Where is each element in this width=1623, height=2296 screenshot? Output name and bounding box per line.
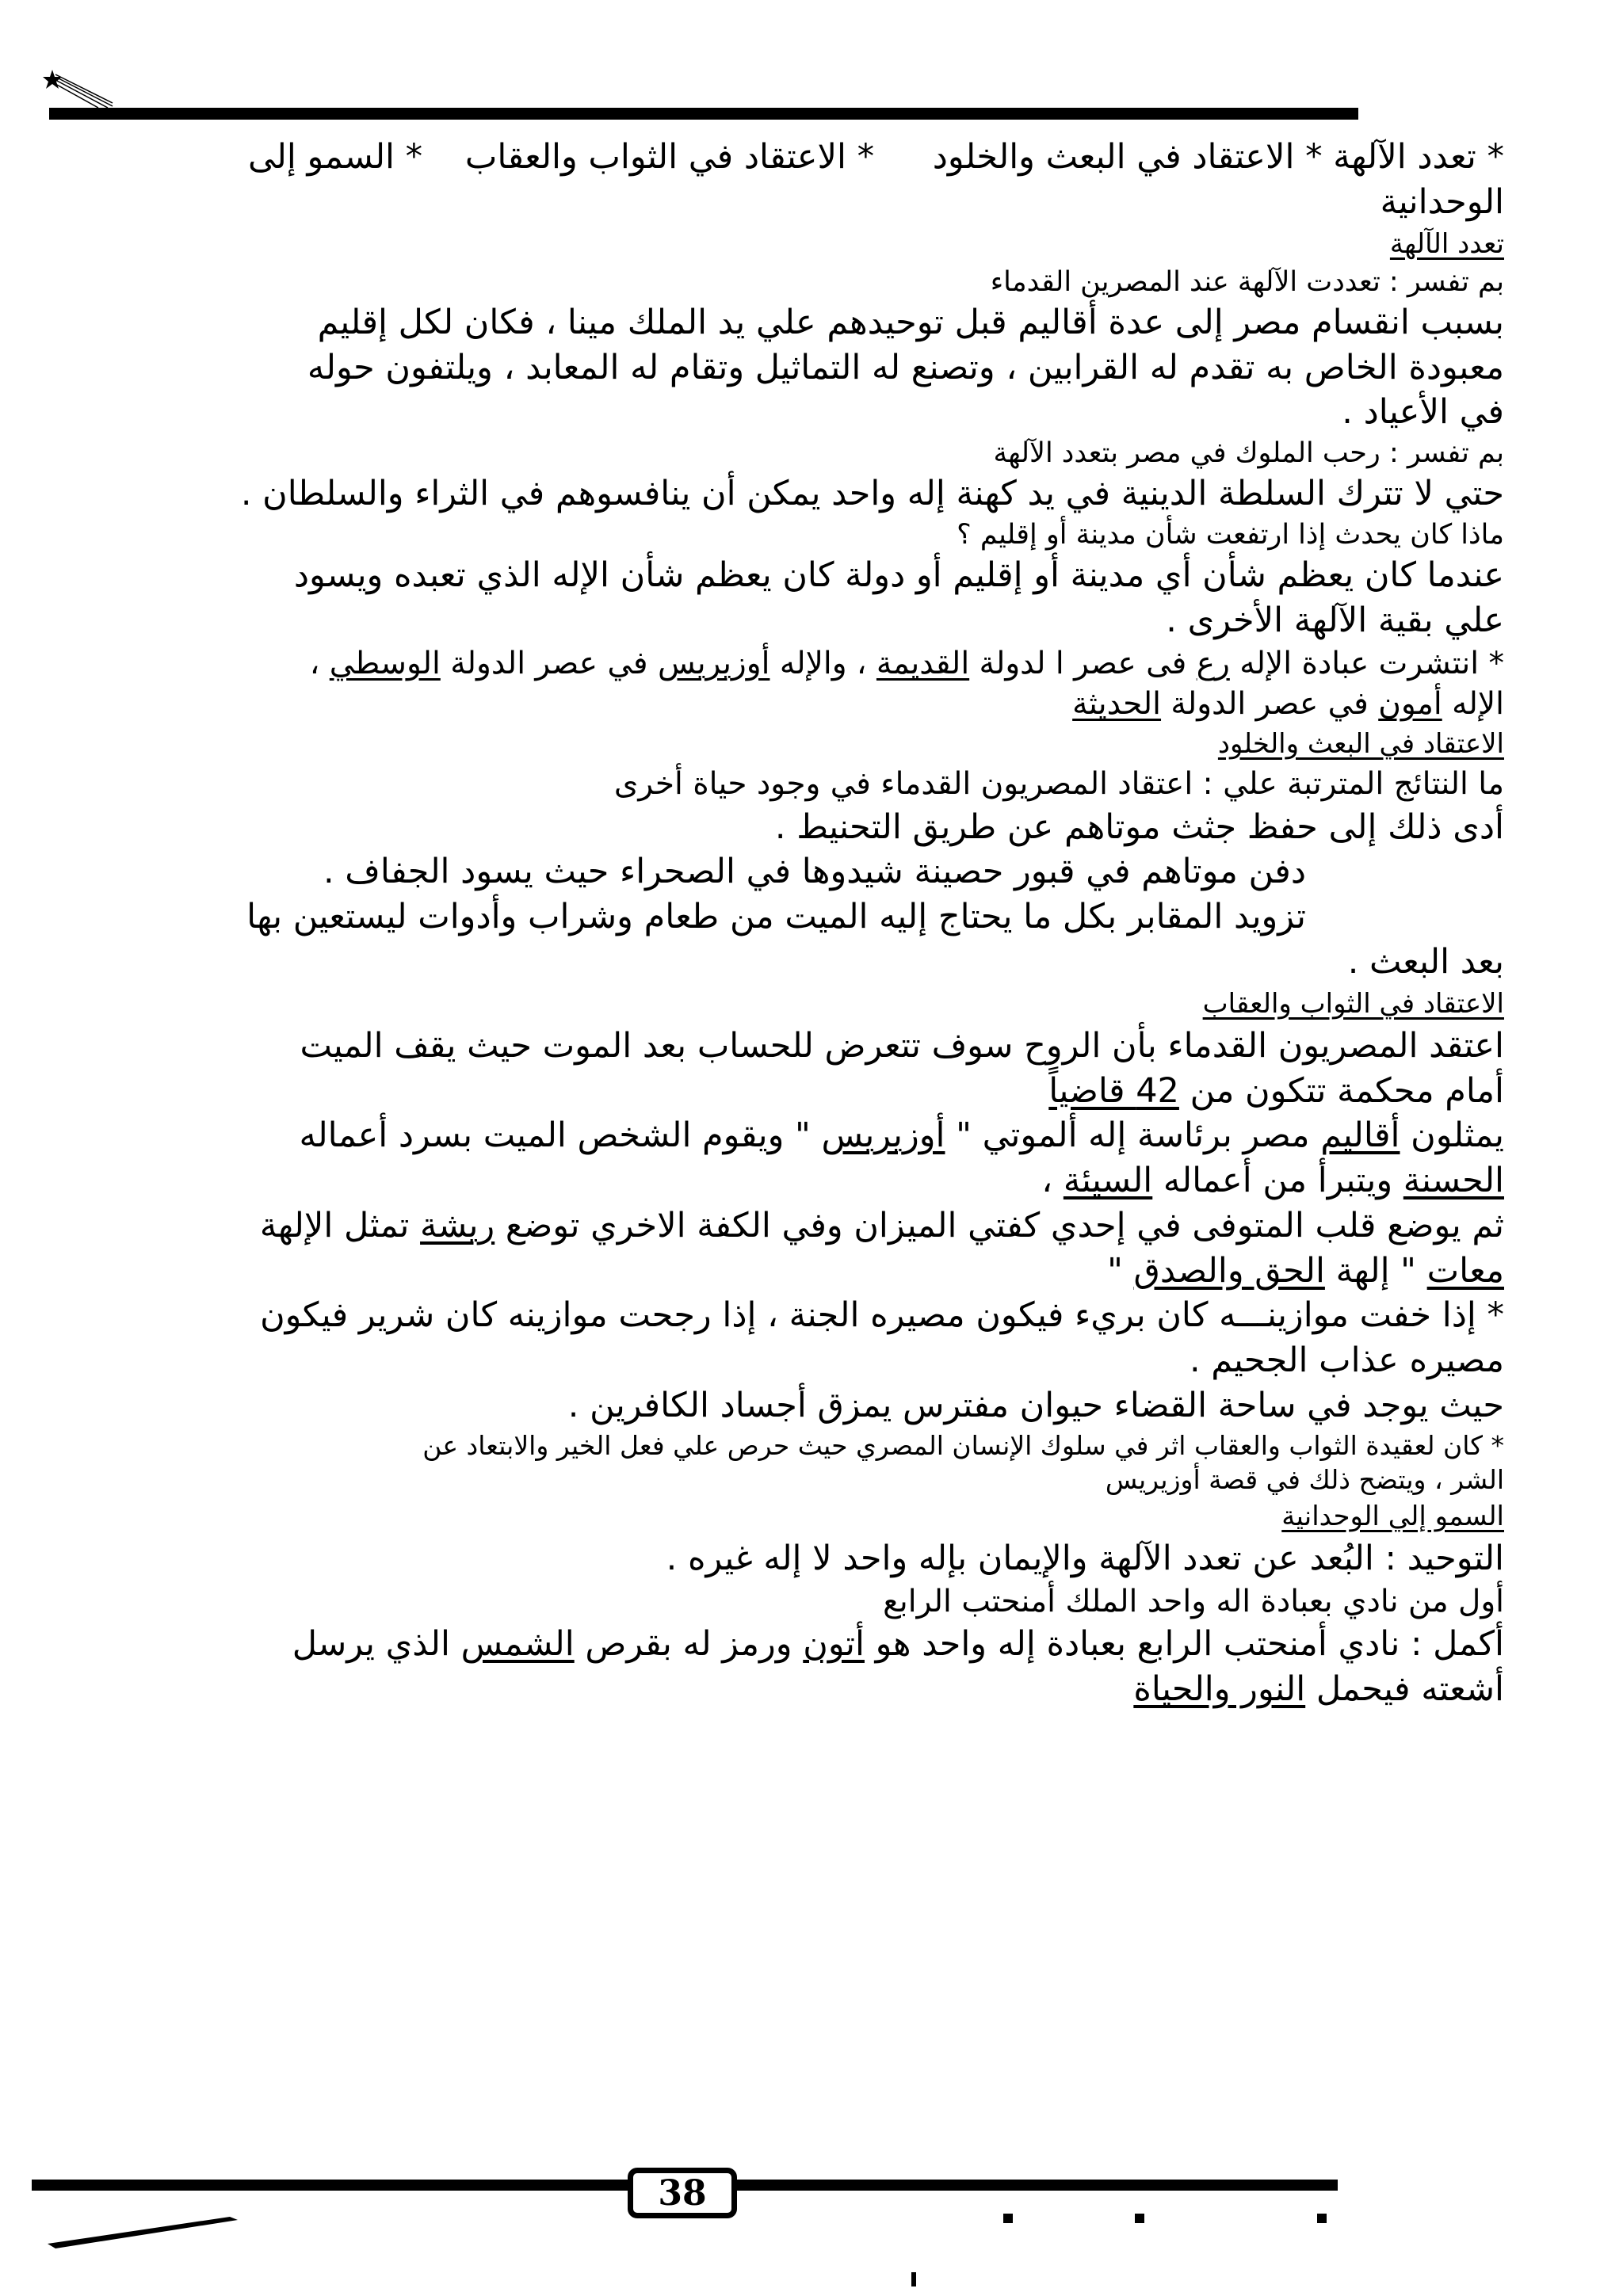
- body-line: معات " إلهة الحق والصدق ": [1107, 1250, 1504, 1291]
- term-new-kingdom: الحديثة: [1072, 686, 1162, 723]
- top-divider: [49, 108, 1358, 120]
- term-light-life: النور والحياة: [1133, 1669, 1306, 1709]
- body-line: * إذا خفت موازينـــه كان بريء فيكون مصيره الجنة ، إذا رجحت موازينه كان شرير فيكون: [260, 1295, 1504, 1336]
- footer-dot: [911, 2272, 916, 2286]
- question: ماذا كان يحدث إذا ارتفعت شأن مدينة أو إقليم ؟: [957, 519, 1504, 551]
- body-line: التوحيد : البُعد عن تعدد الآلهة والإيمان بإله واحد لا إله غيره .: [666, 1539, 1504, 1578]
- intro-topics: [119, 135, 1504, 180]
- body-line: أشعته فيحمل النور والحياة: [1133, 1669, 1504, 1709]
- term-sun: الشمس: [460, 1624, 575, 1665]
- judges-count: 42 قاضياً: [1048, 1070, 1179, 1111]
- body-line: أكمل : نادي أمنحتب الرابع بعبادة إله واحد هو أتون ورمز له بقرص الشمس الذي يرسل: [292, 1624, 1504, 1665]
- note-line: الإله أمون في عصر الدولة الحديثة: [1072, 686, 1504, 723]
- footer-slant-decoration: [48, 2203, 238, 2250]
- topic-monotheism: * السمو إلى: [247, 137, 423, 177]
- body-line: حيث يوجد في ساحة القضاء حيوان مفترس يمزق أجساد الكافرين .: [567, 1385, 1504, 1425]
- answer-line: معبودة الخاص به تقدم له القرابين ، وتصنع له التماثيل وتقام له المعابد ، ويلتفون حوله: [307, 347, 1504, 387]
- footer-dot: [1135, 2214, 1144, 2223]
- body-line: اعتقد المصريون القدماء بأن الروح سوف تتعرض للحساب بعد الموت حيث يقف الميت: [300, 1025, 1504, 1066]
- topic-polytheism: * تعدد الآلهة: [1333, 137, 1504, 177]
- section-heading-resurrection: الاعتقاد في البعث والخلود: [1217, 727, 1504, 760]
- result-line: دفن موتاهم في قبور حصينة شيدوها في الصحراء حيث يسود الجفاف .: [323, 852, 1306, 892]
- footer-rule-right: [737, 2180, 1338, 2191]
- footer-rule-left: [32, 2180, 628, 2191]
- body-line: يمثلون أقاليم مصر برئاسة إله ألموتي " أوزيريس " ويقوم الشخص الميت بسرد أعماله: [299, 1116, 1504, 1156]
- result-line: أدى ذلك إلى حفظ جثث موتاهم عن طريق التحنيط .: [774, 807, 1504, 847]
- section-heading-polytheism: تعدد الآلهة: [1389, 227, 1504, 260]
- section-heading-monotheism: السمو إلي الوحدانية: [1281, 1500, 1504, 1532]
- note-line: * كان لعقيدة الثواب والعقاب اثر في سلوك الإنسان المصري حيث حرص علي فعل الخير والابتعاد عن: [422, 1429, 1504, 1461]
- question: بم تفسر : رحب الملوك في مصر بتعدد الآلهة: [993, 437, 1504, 470]
- answer-line: في الأعياد .: [1342, 392, 1504, 433]
- page-number: 38: [628, 2168, 737, 2218]
- term-middle-kingdom: الوسطي: [329, 645, 441, 681]
- answer-line: بسبب انقسام مصر إلى عدة أقاليم قبل توحيدهم علي يد الملك مينا ، فكان لكل إقليم: [317, 302, 1504, 342]
- result-line: تزويد المقابر بكل ما يحتاج إليه الميت من طعام وشراب وأدوات ليستعين بها: [246, 897, 1306, 937]
- note-line: الشر ، ويتضح ذلك في قصة أوزيريس: [1105, 1464, 1504, 1496]
- section-heading-reward: الاعتقاد في الثواب والعقاب: [1202, 987, 1504, 1020]
- answer-line: علي بقية الآلهة الأخرى .: [1166, 601, 1504, 641]
- intro-topics-cont: الوحدانية: [1380, 181, 1504, 222]
- page-content: [119, 135, 1504, 1712]
- body-line: أول من نادي بعبادة اله واحد الملك أمنحتب الرابع: [883, 1583, 1504, 1619]
- topic-resurrection: * الاعتقاد في البعث والخلود: [932, 137, 1323, 177]
- term-aten: أتون: [803, 1624, 865, 1665]
- question: ما النتائج المترتبة علي : اعتقاد المصريون القدماء في وجود حياة أخرى: [613, 766, 1504, 803]
- body-line: أمام محكمة تتكون من 42 قاضياً: [1048, 1070, 1504, 1111]
- body-line: ثم يوضع قلب المتوفى في إحدي كفتي الميزان وفي الكفة الاخري توضع ريشة تمثل الإلهة: [259, 1205, 1504, 1245]
- topic-reward: * الاعتقاد في الثواب والعقاب: [464, 137, 875, 177]
- body-line: مصيره عذاب الجحيم .: [1189, 1341, 1504, 1381]
- answer-line: عندما كان يعظم شأن أي مدينة أو إقليم أو دولة كان يعظم شأن الإله الذي تعبده ويسود: [293, 555, 1504, 596]
- term-amun: أمون: [1378, 686, 1442, 723]
- body-line: الحسنة ويتبرأ من أعماله السيئة ،: [1041, 1161, 1504, 1201]
- question: بم تفسر : تعددت الآلهة عند المصرين القدماء: [990, 265, 1504, 298]
- star-icon: [41, 62, 114, 108]
- footer-dot: [1317, 2214, 1327, 2223]
- term-osiris: أوزيريس: [657, 645, 770, 681]
- term-old-kingdom: القديمة: [876, 645, 970, 681]
- term-ra: رع: [1196, 645, 1230, 681]
- footer-dot: [1003, 2214, 1013, 2223]
- answer-line: حتي لا تترك السلطة الدينية في يد كهنة إله واحد يمكن أن ينافسوهم في الثراء والسلطان .: [240, 474, 1504, 514]
- note-line: * انتشرت عبادة الإله رع فى عصر ا لدولة القديمة ، والإله أوزيريس في عصر الدولة الوسطي ،: [309, 645, 1504, 681]
- result-line: بعد البعث .: [1347, 941, 1504, 982]
